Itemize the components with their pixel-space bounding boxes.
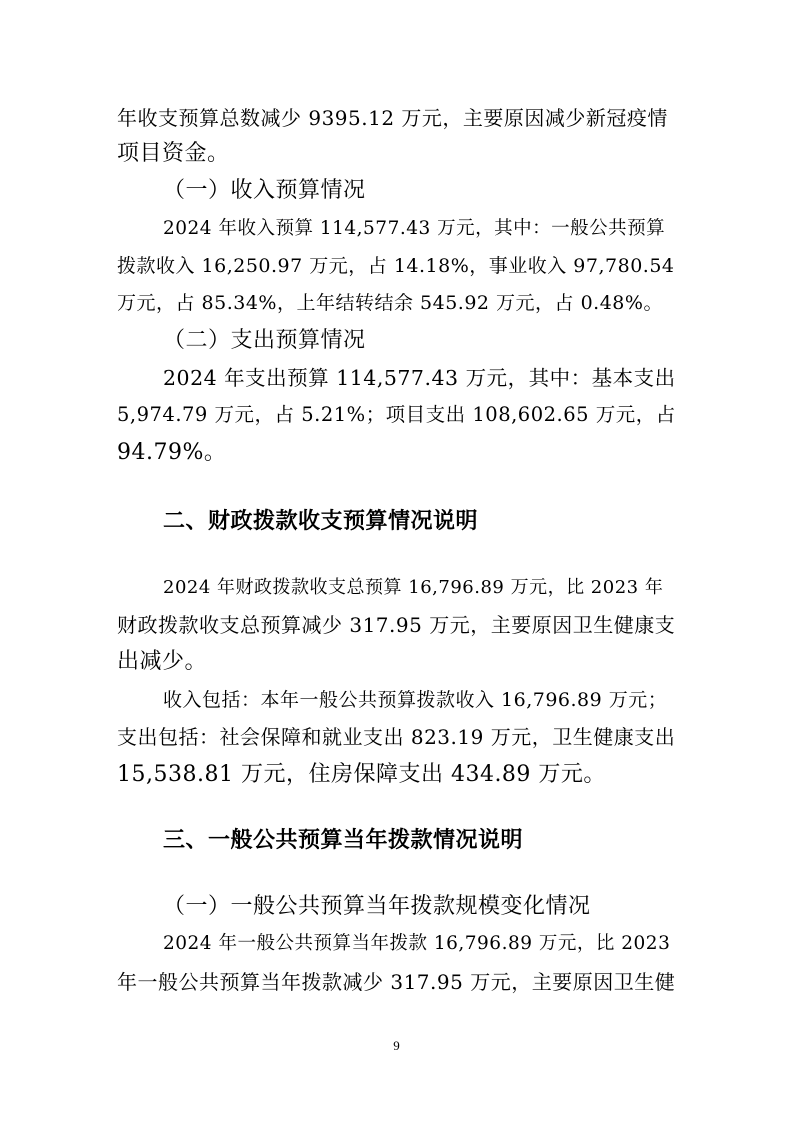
section-2-title: 二、财政拨款收支预算情况说明 (163, 509, 479, 534)
scale-heading: （一）一般公共预算当年拨款规模变化情况 (163, 894, 591, 919)
section-2-line-3: 出减少。 (117, 649, 208, 674)
scale-line-1: 2024 年一般公共预算当年拨款 16,796.89 万元，比 2023 (163, 933, 671, 954)
intro-line-2: 项目资金。 (117, 141, 230, 166)
income-line-1: 2024 年收入预算 114,577.43 万元，其中：一般公共预算 (163, 218, 666, 239)
expense-line-3: 94.79%。 (117, 440, 227, 465)
income-line-2: 拨款收入 16,250.97 万元，占 14.18%，事业收入 97,780.54 (117, 255, 675, 277)
intro-line-1: 年收支预算总数减少 9395.12 万元，主要原因减少新冠疫情 (117, 106, 668, 130)
section-2-detail-3: 15,538.81 万元，住房保障支出 434.89 万元。 (117, 762, 606, 787)
section-2-line-1: 2024 年财政拨款收支总预算 16,796.89 万元，比 2023 年 (163, 577, 664, 598)
page-number: 9 (393, 1038, 400, 1053)
section-2-detail-2: 支出包括：社会保障和就业支出 823.19 万元，卫生健康支出 (117, 725, 676, 749)
income-heading: （一）收入预算情况 (163, 178, 366, 203)
scale-line-2: 年一般公共预算当年拨款减少 317.95 万元，主要原因卫生健 (117, 970, 676, 994)
section-3-title: 三、一般公共预算当年拨款情况说明 (163, 828, 524, 853)
section-2-line-2: 财政拨款收支总预算减少 317.95 万元，主要原因卫生健康支 (117, 613, 676, 637)
expense-line-1: 2024 年支出预算 114,577.43 万元，其中：基本支出 (163, 366, 676, 390)
expense-line-2: 5,974.79 万元，占 5.21%；项目支出 108,602.65 万元，占 (117, 403, 676, 426)
income-line-3: 万元，占 85.34%，上年结转结余 545.92 万元，占 0.48%。 (117, 292, 663, 314)
expense-heading: （二）支出预算情况 (163, 328, 366, 353)
section-2-detail-1: 收入包括：本年一般公共预算拨款收入 16,796.89 万元； (163, 689, 668, 711)
